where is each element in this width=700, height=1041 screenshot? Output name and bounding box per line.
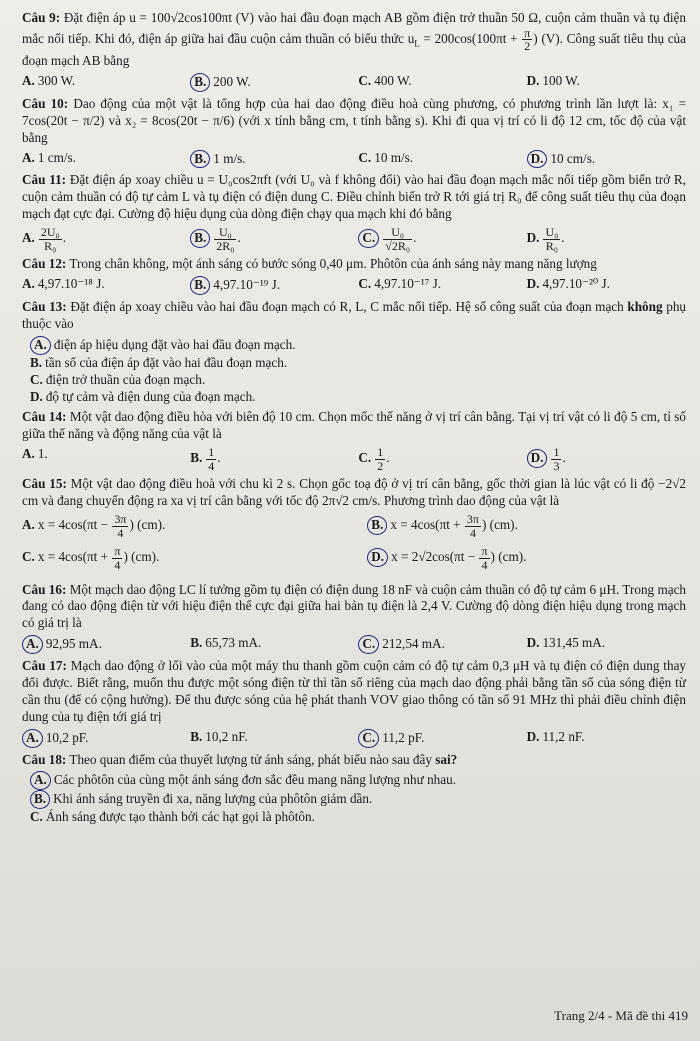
option-b[interactable]: B. $\frac{1}{4}$ . [190, 445, 221, 473]
question-13-stem [22, 299, 686, 333]
option-text: x = 2√2cos(πt − [391, 549, 479, 565]
option-text: 1 m/s. [213, 150, 246, 166]
option-b[interactable] [190, 73, 349, 92]
option-text: 200 W. [213, 73, 251, 89]
option-letter: D. [526, 230, 540, 246]
question-label: Câu 9: [22, 10, 61, 25]
fraction [551, 446, 561, 472]
option-letter: C. [22, 549, 35, 565]
option-b[interactable]: B. $\frac{\text{U₀}}{\text{2R₀}}$ . [190, 226, 349, 252]
option-text: Ánh sáng được tạo thành bởi các hạt gọi là phôtôn. [45, 809, 315, 825]
option-a[interactable] [22, 276, 181, 295]
option-a[interactable] [22, 73, 181, 92]
options [22, 73, 686, 92]
option-text: 10,2 nF. [205, 728, 248, 744]
option-c[interactable] [358, 729, 517, 748]
option-letter: C. [358, 450, 372, 466]
option-b[interactable] [367, 513, 686, 539]
option-text-end: ) (cm). [129, 517, 166, 533]
fraction-num: π [481, 544, 488, 559]
fraction-num: 3π [114, 512, 127, 527]
option-a[interactable] [22, 729, 181, 748]
option-letter-circled: C. [358, 229, 379, 248]
question-16-stem [22, 582, 686, 633]
option-letter-circled: C. [358, 729, 379, 748]
option-text: x = 4cos(πt + [37, 549, 112, 565]
option-d[interactable] [527, 729, 686, 748]
option-letter: B. [190, 728, 203, 744]
option-c[interactable] [30, 372, 686, 389]
option-letter-circled: D. [367, 548, 388, 567]
fraction [39, 226, 62, 252]
option-b[interactable] [190, 635, 349, 654]
option-letter: C. [358, 72, 372, 88]
question-text: Trong chân không, một ánh sáng có bước sóng 0,40 μm. Phôtôn của ánh sáng này mang năng lượng [69, 256, 597, 272]
option-a[interactable] [30, 336, 686, 355]
option-letter-circled: A. [22, 635, 43, 654]
question-label: Câu 10: [22, 95, 69, 111]
fraction-den: 4 [114, 557, 121, 572]
option-letter: A. [22, 276, 35, 292]
option-text: điện trở thuần của đoạn mạch. [45, 371, 206, 387]
option-letter-circled: A. [30, 336, 51, 355]
option-d[interactable] [30, 389, 686, 406]
question-text-end: phụ thuộc vào [22, 299, 687, 331]
option-letter: B. [190, 450, 203, 466]
option-letter: C. [358, 149, 372, 165]
question-18-stem [22, 752, 686, 769]
option-d[interactable] [527, 73, 686, 92]
fraction-num: U₀ [545, 225, 559, 240]
option-letter: C. [30, 371, 43, 387]
options [22, 150, 686, 169]
option-a[interactable] [22, 513, 341, 539]
fraction-den: 2 [524, 39, 531, 54]
question-12 [22, 256, 686, 295]
option-text: Khi ánh sáng truyền đi xa, năng lượng của phôtôn giảm dần. [53, 791, 373, 807]
option-letter: A. [22, 149, 35, 165]
option-text: 131,45 mA. [542, 635, 606, 651]
option-text: 10 m/s. [374, 149, 414, 165]
question-15-stem [22, 476, 686, 510]
options [22, 513, 686, 577]
option-text: x = 4cos(πt + [390, 517, 464, 533]
option-text: điện áp hiệu dụng đặt vào hai đầu đoạn mạch. [53, 336, 296, 352]
fraction-den: 4 [117, 525, 124, 540]
option-a[interactable] [22, 446, 181, 472]
option-letter: A. [22, 230, 35, 246]
option-c[interactable]: C. $\frac{1}{2}$ . [358, 445, 390, 473]
question-text: Một vật dao động điều hòa với biên độ 10 cm. Chọn mốc thế năng ở vị trí cân bằng. Tại vị trí vật có li độ 5 cm, tỉ số giữa thế năng và động năng của vật là [22, 409, 687, 442]
question-text: Đặt điện áp xoay chiều vào hai đầu đoạn mạch có R, L, C mắc nối tiếp. Hệ số công suất của đoạn mạch [70, 299, 624, 315]
question-18 [22, 752, 686, 827]
option-letter-circled: B. [367, 516, 387, 535]
question-15 [22, 476, 686, 577]
question-label: Câu 17: [22, 658, 67, 674]
option-text: 300 W. [37, 72, 76, 88]
fraction [522, 27, 532, 53]
option-letter-circled: D. [527, 150, 548, 169]
option-text-end: ) (cm). [481, 517, 518, 533]
question-14-stem [22, 409, 686, 443]
option-text: 11,2 pF. [382, 729, 425, 745]
option-d[interactable]: D. $\frac{1}{3}$ . [527, 446, 686, 472]
option-c[interactable] [22, 545, 341, 571]
question-14 [22, 409, 686, 472]
option-text: 4,97.10⁻¹⁹ J. [213, 277, 281, 293]
question-label: Câu 11: [22, 172, 67, 188]
fraction-den: 4 [481, 557, 488, 572]
question-10 [22, 96, 686, 169]
question-label: Câu 16: [22, 581, 67, 597]
question-text-end: ? [450, 751, 458, 767]
question-text: Dao động của một vật là tổng hợp của hai dao động điều hoà cùng phương, có phương trình lần lượt là: x₁ = 7cos(20t − π/2) và x₂ = 8cos(20t − π/6) (với x tính bằng cm, t tính bằng s). Khi đi qua vị trí có li độ 12 cm, tốc độ của vật bằng [22, 95, 687, 145]
options [22, 276, 686, 295]
fraction-num: 2U₀ [40, 225, 60, 240]
option-b[interactable] [190, 276, 349, 295]
option-letter-circled: D. [527, 449, 548, 468]
options [22, 336, 686, 406]
option-text: 92,95 mA. [45, 636, 102, 652]
options [22, 729, 686, 748]
fraction [375, 446, 385, 472]
formula-sub: L [414, 38, 420, 49]
option-letter: C. [358, 276, 372, 292]
option-letter-circled: B. [190, 150, 210, 169]
fraction [465, 513, 481, 539]
option-letter: D. [30, 388, 43, 404]
option-b[interactable] [190, 150, 349, 169]
fraction-num: π [114, 544, 121, 559]
option-c[interactable]: C. $\frac{\text{U₀}}{\text{√2R₀}}$ . [358, 226, 517, 252]
fraction-den: 4 [469, 525, 476, 540]
option-letter-circled: B. [190, 229, 210, 248]
option-text: 11,2 nF. [542, 728, 585, 744]
option-letter: A. [22, 517, 35, 533]
option-text: độ tự cảm và điện dung của đoạn mạch. [45, 388, 256, 404]
fraction-den: 2R₀ [216, 238, 235, 253]
formula-mid: = 200cos(100πt + [419, 31, 522, 47]
option-text: 1. [37, 446, 48, 462]
fraction [543, 226, 560, 252]
option-text: 4,97.10⁻¹⁸ J. [37, 276, 105, 292]
options [22, 446, 686, 472]
fraction-num: U₀ [383, 226, 412, 240]
fraction-num: 1 [377, 445, 384, 460]
option-text: x = 4cos(πt − [37, 517, 112, 533]
option-text-end: ) (cm). [490, 549, 527, 565]
option-text: Các phôtôn của cùng một ánh sáng đơn sắc đều mang năng lượng như nhau. [53, 772, 456, 788]
question-17-stem [22, 658, 686, 726]
option-d[interactable] [527, 276, 686, 295]
question-label: Câu 18: [22, 751, 67, 767]
formula-var: u [407, 31, 415, 47]
option-letter: B. [30, 354, 43, 370]
question-emphasis: không [627, 299, 663, 315]
option-b[interactable] [190, 729, 349, 748]
option-text: 65,73 mA. [205, 635, 262, 651]
option-letter: A. [22, 446, 35, 462]
option-text: 100 W. [542, 72, 580, 88]
question-17 [22, 658, 686, 747]
fraction-num: 1 [208, 445, 215, 460]
fraction-num: U₀ [214, 226, 236, 240]
option-text: tần số của điện áp đặt vào hai đầu đoạn mạch. [45, 354, 288, 370]
option-c[interactable] [358, 276, 517, 295]
option-letter-circled: B. [190, 73, 210, 92]
question-text: Đặt điện áp xoay chiều u = U₀cos2πft (với U₀ và f không đổi) vào hai đầu đoạn mạch mắc nối tiếp gồm biến trở R, cuộn cảm thuần có độ tự cảm L và tụ điện có điện dung C. Điều chỉnh biến trở R tới giá trị R₀ để công suất tiêu thụ của đoạn mạch đạt cực đại. Cường độ hiệu dụng của dòng điện chạy qua mạch khi đó bằng [22, 172, 686, 222]
question-11 [22, 172, 686, 252]
question-text: Theo quan điểm của thuyết lượng tử ánh sáng, phát biểu nào sau đây [69, 751, 432, 767]
option-b[interactable] [30, 790, 686, 809]
question-label: Câu 15: [22, 476, 67, 492]
question-9-stem [22, 10, 686, 70]
fraction-num: 1 [553, 445, 560, 460]
option-text: 4,97.10⁻¹⁷ J. [374, 276, 442, 292]
option-letter: D. [526, 276, 540, 292]
option-letter: D. [526, 72, 540, 88]
fraction [112, 545, 122, 571]
fraction-den: 2 [377, 458, 384, 473]
option-letter-circled: A. [30, 771, 51, 790]
option-c[interactable] [30, 809, 686, 826]
options [22, 635, 686, 654]
option-text: 10 cm/s. [550, 150, 596, 166]
fraction-den: √2R₀ [385, 238, 411, 253]
option-a[interactable]: A. $\frac{\text{2U₀}}{\text{R₀}}$ . [22, 225, 66, 253]
fraction-den: R₀ [545, 238, 558, 253]
question-label: Câu 14: [22, 409, 67, 425]
question-13 [22, 299, 686, 405]
option-letter: D. [526, 728, 540, 744]
fraction [383, 226, 412, 252]
option-text: 1 cm/s. [37, 149, 76, 165]
question-label: Câu 12: [22, 256, 67, 272]
option-letter: A. [22, 72, 35, 88]
option-c[interactable] [358, 635, 517, 654]
option-letter-circled: B. [190, 276, 210, 295]
option-text-end: ) (cm). [123, 549, 160, 565]
option-text: 400 W. [374, 72, 412, 88]
option-c[interactable] [358, 150, 517, 169]
fraction-den: 3 [553, 458, 560, 473]
question-emphasis: sai [435, 751, 451, 767]
fraction-den: R₀ [44, 238, 57, 253]
question-10-stem [22, 96, 686, 147]
option-b[interactable] [30, 355, 686, 372]
option-text: 212,54 mA. [382, 636, 445, 652]
fraction-num: 3π [466, 512, 479, 527]
option-letter: C. [30, 809, 43, 825]
option-a[interactable] [22, 635, 181, 654]
option-letter-circled: C. [358, 635, 379, 654]
question-label: Câu 13: [22, 299, 67, 315]
options [22, 771, 686, 826]
question-12-stem [22, 256, 686, 273]
option-letter-circled: A. [22, 729, 43, 748]
question-text: Mạch dao động ở lối vào của một máy thu thanh gồm cuộn cảm có độ tự cảm 0,3 μH và tụ điện có điện dung thay đổi được. Biết rằng, muốn thu được một sóng điện từ thì tần số riêng của mạch dao động phải bằng tần số của sóng điện từ cần thu (để có cộng hưởng). Để thu được sóng của hệ phát thanh VOV giao thông có tần số 91 MHz thì phải điều chỉnh điện dung của tụ điện tới giá trị [22, 658, 687, 724]
option-a[interactable] [30, 771, 686, 790]
fraction [479, 545, 489, 571]
option-letter: D. [526, 635, 540, 651]
option-letter-circled: B. [30, 790, 50, 809]
option-a[interactable] [22, 150, 181, 169]
fraction-num: π [524, 25, 531, 40]
option-text: 4,97.10⁻²⁰ J. [542, 276, 610, 292]
option-text: 10,2 pF. [45, 729, 89, 745]
question-text: Đặt điện áp u = 100√2cos100πt (V) vào hai đầu đoạn mạch AB gồm điện trở thuần 50 Ω, cuộn cảm thuần và tụ điện mắc nối tiếp. Khi đó, điện áp giữa hai đầu cuộn cảm thuần có biểu thức [22, 10, 686, 47]
fraction [112, 513, 128, 539]
options [22, 226, 686, 252]
fraction [206, 446, 216, 472]
page-footer: Trang 2/4 - Mã đề thi 419 [554, 1008, 688, 1024]
question-9 [22, 10, 686, 92]
option-d[interactable] [527, 635, 686, 654]
question-text: Một vật dao động điều hoà với chu kì 2 s. Chọn gốc toạ độ ở vị trí cân bằng, gốc thời gian là lúc vật có li độ −2√2 cm và đang chuyển động ra xa vị trí cân bằng với tốc độ 2π√2 cm/s. Phương trình dao động của vật là [22, 476, 687, 509]
option-letter: B. [190, 635, 203, 651]
option-c[interactable] [358, 73, 517, 92]
fraction [214, 226, 236, 252]
option-d[interactable] [527, 150, 686, 169]
option-d[interactable] [367, 545, 686, 571]
question-text: Một mạch dao động LC lí tưởng gồm tụ điện có điện dung 18 nF và cuộn cảm thuần có độ tự cảm 6 μH. Trong mạch đang có dao động điện từ với hiệu điện thế cực đại giữa hai bản tụ điện là 2,4 V. Cường độ dòng điện hiệu dụng trong mạch có giá trị là [22, 581, 687, 631]
formula-post: ) (V). Công suất tiêu thụ của đoạn mạch AB bằng [22, 31, 687, 69]
option-d[interactable]: D. $\frac{\text{U₀}}{\text{R₀}}$ . [526, 225, 565, 253]
question-16 [22, 582, 686, 655]
fraction-den: 4 [208, 458, 215, 473]
question-11-stem [22, 172, 686, 223]
